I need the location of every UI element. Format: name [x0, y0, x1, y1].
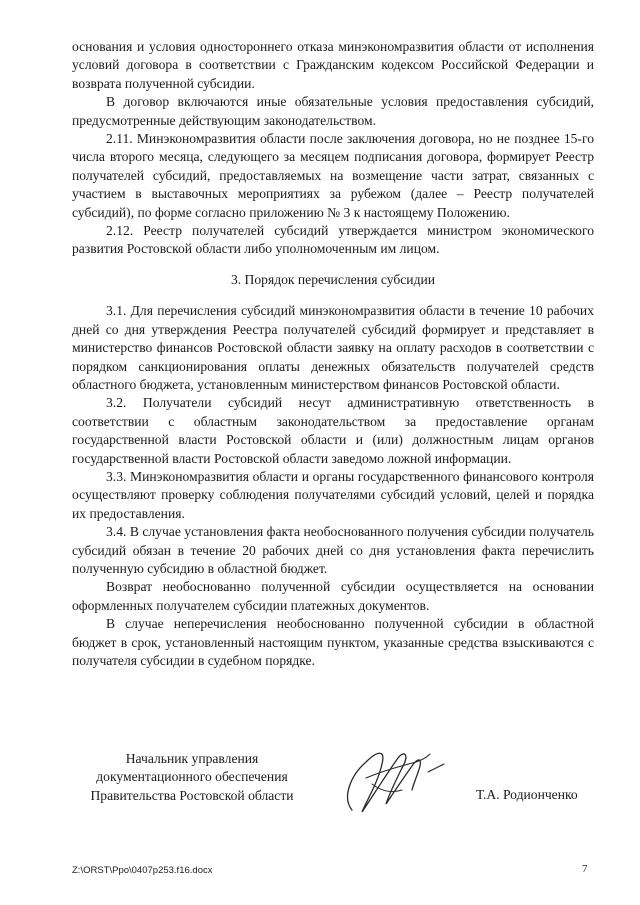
signatory-title-line: Начальник управления [125, 751, 259, 766]
paragraph-2-12: 2.12. Реестр получателей субсидий утверждается министром экономического развития Ростовской области либо уполномоченным им лицом. [72, 223, 594, 257]
signatory-title-line: документационного обеспечения [96, 769, 288, 785]
paragraph-2-11: 2.11. Минэкономразвития области после заключения договора, но не позднее 15-го числа второго месяца, следующего за месяцем подписания договора, формирует Реестр получателей субсидий, предоставляемых на возмещение части затрат, связанных с участием в выставочных мероприятиях за рубежом (далее – Реестр получателей субсидий), по форме согласно приложению № 3 к настоящему Положению. [72, 131, 594, 220]
paragraph-3-4: 3.4. В случае установления факта необоснованного получения субсидии получатель субсидий обязан в течение 20 рабочих дней со дня установления факта перечислить полученную субсидию в областной бюджет. [72, 524, 594, 576]
paragraph-refund: Возврат необоснованно полученной субсидии осуществляется на основании оформленных получателем субсидии платежных документов. [72, 579, 594, 613]
paragraph-contract-terms: основания и условия одностороннего отказа минэкономразвития области от исполнения условий договора в соответствии с Гражданским кодексом Российской Федерации и возврата полученной субсидии. [72, 39, 594, 91]
paragraph-3-2: 3.2. Получатели субсидий несут административную ответственность в соответствии с областным законодательством за предоставление органам государственной власти Ростовской области и (или) должностным лицам органов государственной власти Ростовской области заведомо ложной информации. [72, 395, 594, 466]
document-body [72, 38, 594, 670]
section-title: 3. Порядок перечисления субсидии [230, 271, 436, 287]
signatory-title-line: Правительства Ростовской области [90, 787, 294, 803]
page-number: 7 [582, 863, 588, 875]
paragraph-contract-conditions: В договор включаются иные обязательные условия предоставления субсидий, предусмотренные действующим законодательством. [72, 94, 594, 128]
file-path: Z:\ORST\Ppo\0407p253.f16.docx [72, 865, 213, 876]
signatory-name: Т.А. Родионченко [476, 787, 578, 802]
paragraph-recovery: В случае неперечисления необоснованно полученной субсидии в областной бюджет в срок, установленный настоящим пунктом, указанные средства взыскиваются с получателя субсидии в судебном порядке. [72, 616, 594, 668]
paragraph-3-3: 3.3. Минэкономразвития области и органы государственного финансового контроля осуществляют проверку соблюдения получателями субсидий условий, целей и порядка их предоставления. [72, 468, 594, 521]
signatory-title [72, 750, 312, 805]
paragraph-3-1: 3.1. Для перечисления субсидий минэкономразвития области в течение 10 рабочих дней со дня утверждения Реестра получателей субсидий формирует и представляет в министерство финансов Ростовской области заявку на оплату расходов в соответствии с порядком санкционирования оплаты денежных обязательств получателей средств областного бюджета, установленным министерством финансов Ростовской области. [72, 303, 594, 392]
handwritten-signature [332, 738, 452, 820]
